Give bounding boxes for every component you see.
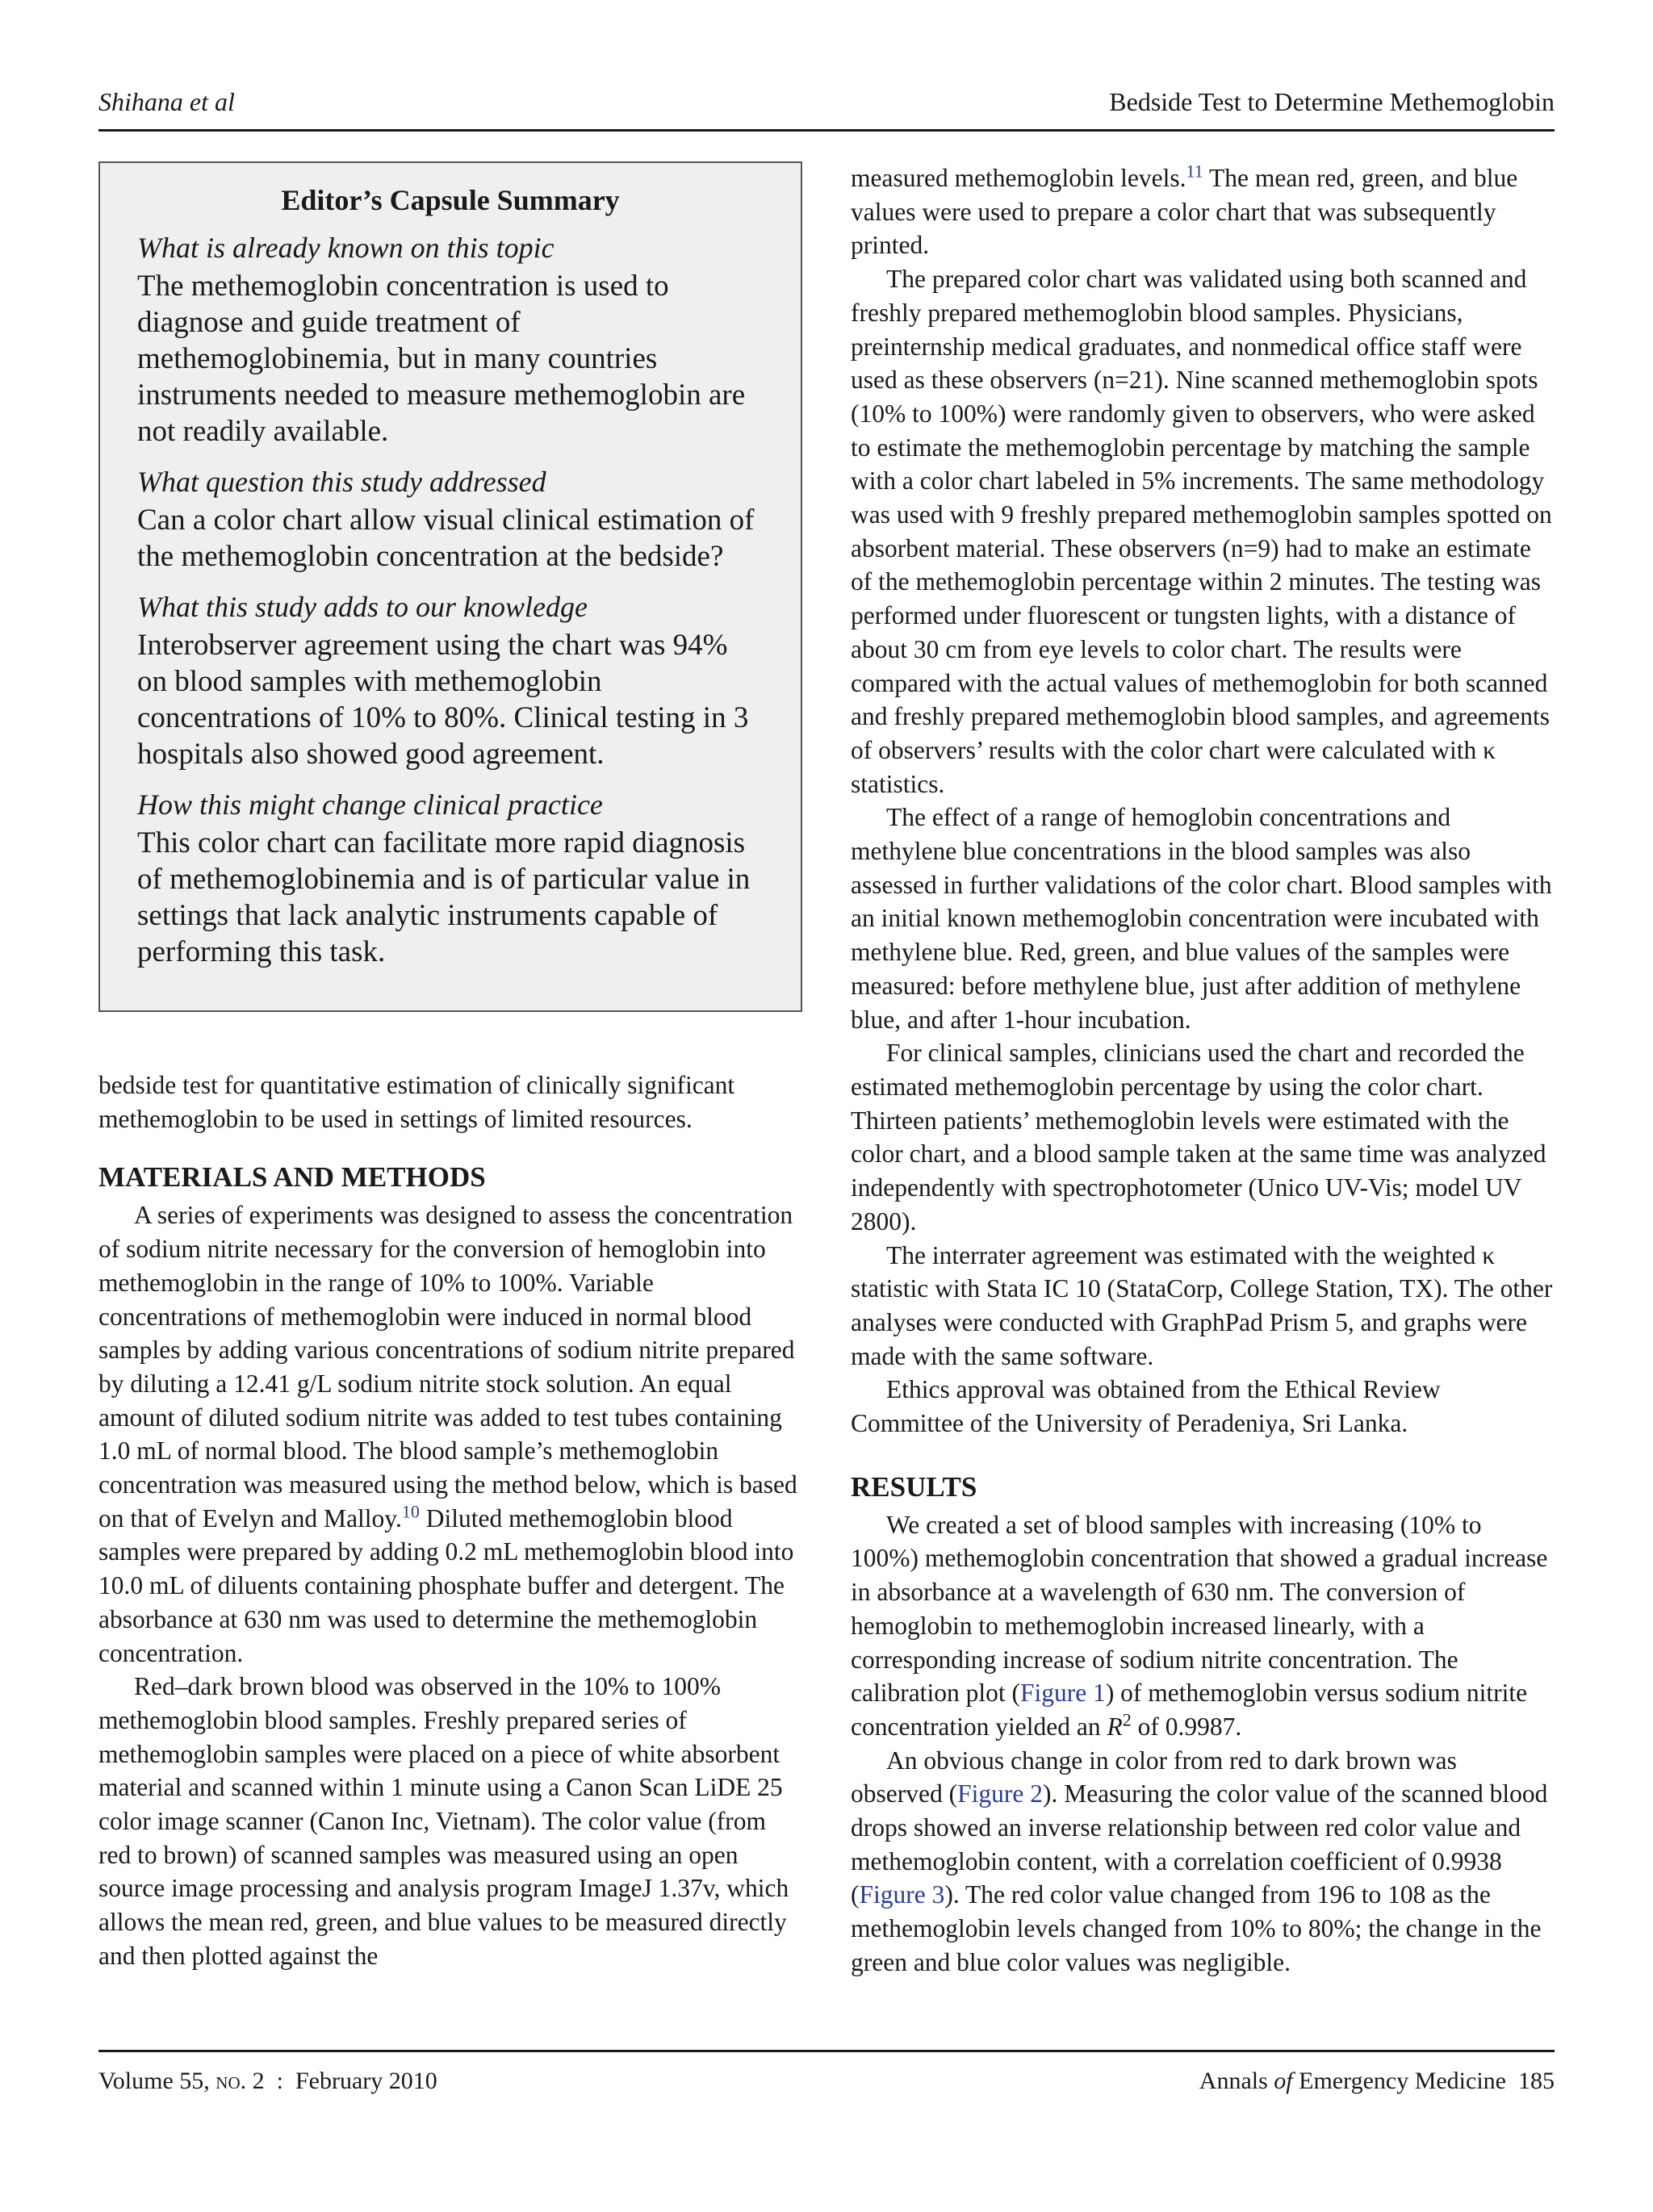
capsule-question-2: What question this study addressed — [137, 466, 546, 498]
footer-date: February 2010 — [295, 2068, 437, 2094]
capsule-answer-1: The methemoglobin concentration is used to diagnose and guide treatment of methemoglobinemia, but in many countries instruments needed to measure methemoglobin are not readily available. — [137, 270, 746, 448]
figure-3-link[interactable]: Figure 3 — [859, 1880, 945, 1909]
figure-1-link[interactable]: Figure 1 — [1019, 1679, 1106, 1708]
running-head-authors: Shihana et al — [98, 87, 235, 116]
results-paragraph-1 — [851, 1508, 1555, 1744]
footer-volume-info: Volume 55, no. 2 : February 2010 — [98, 2068, 437, 2094]
methods-paragraph-4: The effect of a range of hemoglobin concentrations and methylene blue concentrations in the blood samples was also assessed in further validations of the color chart. Blood samples with an initial known methemoglobin concentration were incubated with methylene blue. Red, green, and blue values of the samples were measured: before methylene blue, just after addition of methylene blue, and after 1-hour incubation. — [851, 803, 1552, 1034]
capsule-answer-3: Interobserver agreement using the chart was 94% on blood samples with methemoglobin concentrations of 10% to 80%. Clinical testing in 3 hospitals also showed good agreement. — [137, 629, 749, 771]
methods-paragraph-6: The interrater agreement was estimated with the weighted κ statistic with Stata IC 10 (StataCorp, College Station, TX). The other analyses were conducted with GraphPad Prism 5, and graphs were made with the same software. — [851, 1240, 1553, 1370]
results-heading: RESULTS — [851, 1470, 977, 1503]
page-number: 185 — [1518, 2068, 1555, 2094]
capsule-question-1: What is already known on this topic — [137, 232, 554, 264]
methods-paragraph-5: For clinical samples, clinicians used the chart and recorded the estimated methemoglobin percentage by using the color chart. Thirteen patients’ methemoglobin levels were estimated with the color chart, and a blood sample taken at the same time was analyzed independently with spectrophotometer (Unico UV-Vis; model UV 2800). — [851, 1039, 1546, 1236]
methods-p1-text-a: A series of experiments was designed to assess the concentration of sodium nitrite necessary for the conversion of hemoglobin into methemoglobin in the range of 10% to 100%. Variable concentrations of methemoglobin were induced in normal blood samples by adding various concentrations of sodium nitrite prepared by diluting a 12.41 g/L sodium nitrite stock solution. An equal amount of diluted sodium nitrite was added to test tubes containing 1.0 mL of normal blood. The blood sample’s methemoglobin concentration was measured using the method below, which is based on that of Evelyn and Malloy. — [98, 1201, 797, 1533]
footer-rule — [98, 2050, 1555, 2052]
right-column — [851, 161, 1555, 1980]
results-paragraph-2 — [851, 1744, 1555, 1980]
intro-continuation: bedside test for quantitative estimation of clinically significant methemoglobin to be used in settings of limited resources. — [98, 1071, 735, 1133]
results-p2-text-b: ). Measuring the color value of the scanned blood drops showed an inverse relationship between red color value and methemoglobin content, with a correlation coefficient of 0.9938 ( — [851, 1779, 1548, 1909]
left-column — [98, 161, 801, 1973]
reference-11[interactable]: 11 — [1186, 161, 1203, 182]
footer-volume: Volume 55 — [98, 2068, 204, 2094]
figure-2-link[interactable]: Figure 2 — [957, 1779, 1043, 1808]
capsule-title: Editor’s Capsule Summary — [281, 184, 620, 216]
left-body — [98, 1068, 801, 1973]
methods-paragraph-7: Ethics approval was obtained from the Ethical Review Committee of the University of Peradeniya, Sri Lanka. — [851, 1375, 1441, 1438]
results-p2-text-a: An obvious change in color from red to dark brown was observed ( — [851, 1746, 1457, 1808]
methods-paragraph-1 — [98, 1198, 801, 1670]
capsule-question-3: What this study adds to our knowledge — [137, 591, 588, 623]
editors-capsule-summary — [98, 161, 802, 1012]
methods-paragraph-continued — [851, 161, 1555, 262]
methods-cont-text-a: measured methemoglobin levels. — [851, 164, 1186, 192]
methods-heading: MATERIALS AND METHODS — [98, 1161, 486, 1194]
results-p1-text-a: We created a set of blood samples with increasing (10% to 100%) methemoglobin concentration that showed a gradual increase in absorbance at a wavelength of 630 nm. The conversion of hemoglobin to methemoglobin increased linearly, with a corresponding increase of sodium nitrite concentration. The calibration plot ( — [851, 1510, 1548, 1708]
journal-name-b: Emergency Medicine — [1292, 2068, 1506, 2094]
header-rule — [98, 129, 1555, 132]
results-p1-text-b: ) of methemoglobin versus sodium nitrite concentration yielded an — [851, 1679, 1528, 1741]
methods-cont-text-b: The mean red, green, and blue values were used to prepare a color chart that was subsequently printed. — [851, 164, 1518, 260]
footer-journal — [1199, 2068, 1555, 2095]
r-squared-symbol: R — [1107, 1712, 1123, 1741]
results-p2-text-c: ). The red color value changed from 196 to 108 as the methemoglobin levels changed from 10% to 80%; the change in the green and blue color values was negligible. — [851, 1880, 1542, 1976]
reference-10[interactable]: 10 — [401, 1501, 420, 1522]
journal-name-a: Annals — [1199, 2068, 1274, 2094]
r-squared-exponent: 2 — [1122, 1709, 1132, 1730]
capsule-answer-2: Can a color chart allow visual clinical estimation of the methemoglobin concentration at the bedside? — [137, 504, 755, 573]
methods-paragraph-2: Red–dark brown blood was observed in the 10% to 100% methemoglobin blood samples. Freshly prepared series of methemoglobin samples were placed on a piece of white absorbent material and scanned within 1 minute using a Canon Scan LiDE 25 color image scanner (Canon Inc, Vietnam). The color value (from red to brown) of scanned samples was measured using an open source image processing and analysis program ImageJ 1.37v, which allows the mean red, green, and blue values to be measured directly and then plotted against the — [98, 1672, 789, 1970]
running-head-title: Bedside Test to Determine Methemoglobin — [1109, 87, 1555, 116]
capsule-question-4: How this might change clinical practice — [137, 788, 603, 821]
journal-name-of: of — [1274, 2068, 1293, 2094]
methods-p1-text-b: Diluted methemoglobin blood samples were prepared by adding 0.2 mL methemoglobin blood into 10.0 mL of diluents containing phosphate buffer and detergent. The absorbance at 630 nm was used to determine the methemoglobin concentration. — [98, 1503, 794, 1667]
right-body — [851, 161, 1555, 1980]
methods-paragraph-3: The prepared color chart was validated using both scanned and freshly prepared methemoglobin blood samples. Physicians, preinternship medical graduates, and nonmedical office staff were used as these observers (n=21). Nine scanned methemoglobin spots (10% to 100%) were randomly given to observers, who were asked to estimate the methemoglobin percentage by matching the sample with a color chart labeled in 5% increments. The same methodology was used with 9 freshly prepared methemoglobin samples spotted on absorbent material. These observers (n=9) had to make an estimate of the methemoglobin percentage within 2 minutes. The testing was performed under fluorescent or tungsten lights, with a distance of about 30 cm from eye levels to color chart. The results were compared with the actual values of methemoglobin for both scanned and freshly prepared methemoglobin blood samples, and agreements of observers’ results with the color chart were calculated with κ statistics. — [851, 265, 1552, 798]
footer-issue: , no. 2 — [203, 2068, 265, 2094]
capsule-answer-4: This color chart can facilitate more rapid diagnosis of methemoglobinemia and is of particular value in settings that lack analytic instruments capable of performing this task. — [137, 826, 751, 968]
results-p1-text-c: of 0.9987. — [1131, 1712, 1242, 1741]
